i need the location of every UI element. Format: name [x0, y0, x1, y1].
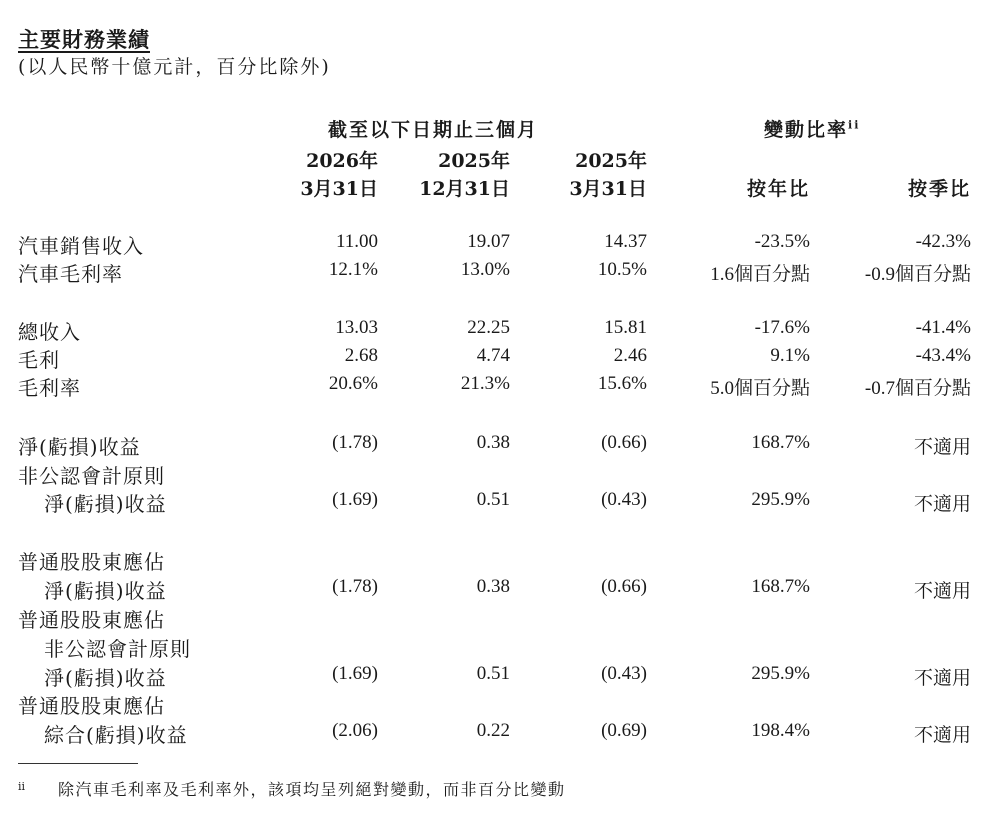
cell-yoy: 5.0個百分點	[710, 378, 810, 399]
row-label-non-gaap-net: 淨(虧損)收益	[44, 492, 167, 516]
cell-value: (0.66)	[601, 432, 647, 453]
row-label-net-income: 淨(虧損)收益	[18, 435, 141, 459]
cell-yoy: 9.1%	[770, 345, 810, 366]
row-label-gross-margin: 毛利率	[18, 376, 81, 400]
cell-qoq: 不適用	[913, 581, 971, 602]
cell-qoq: 不適用	[913, 494, 971, 515]
period-group-header: 截至以下日期止三個月	[328, 119, 539, 141]
cell-value: (0.66)	[601, 576, 647, 597]
cell-value: (0.69)	[601, 720, 647, 741]
cell-value: 10.5%	[597, 259, 647, 280]
row-label-attributable-net: 淨(虧損)收益	[44, 579, 167, 603]
cell-value: 22.25	[467, 317, 510, 338]
cell-value: 13.0%	[460, 259, 510, 280]
cell-yoy: -17.6%	[754, 317, 810, 338]
cell-value: 11.00	[335, 231, 378, 252]
row-label-attributable-2: 普通股股東應佔	[18, 608, 165, 632]
cell-value: (1.78)	[332, 432, 378, 453]
cell-value: 15.6%	[597, 373, 647, 394]
col3-year: 2025年	[575, 150, 647, 172]
cell-yoy: 168.7%	[751, 576, 810, 597]
cell-yoy: 198.4%	[751, 720, 810, 741]
cell-qoq: 不適用	[913, 725, 971, 746]
row-label-attributable-non-gaap-net: 淨(虧損)收益	[44, 666, 167, 690]
footnote-ref: ii	[848, 118, 861, 132]
cell-value: 4.74	[476, 345, 510, 366]
cell-value: 0.51	[476, 663, 510, 684]
footnote-text: 除汽車毛利率及毛利率外，該項均呈列絕對變動，而非百分比變動	[58, 780, 566, 799]
cell-value: (1.69)	[332, 489, 378, 510]
cell-qoq: 不適用	[913, 437, 971, 458]
cell-yoy: 168.7%	[751, 432, 810, 453]
footnote-mark: ii	[18, 780, 26, 793]
row-label-attributable: 普通股股東應佔	[18, 550, 165, 574]
cell-yoy: 295.9%	[751, 489, 810, 510]
row-label-attributable-non-gaap: 非公認會計原則	[44, 637, 191, 661]
footnote-divider	[18, 763, 138, 764]
cell-yoy: 1.6個百分點	[710, 264, 810, 285]
row-label-non-gaap: 非公認會計原則	[18, 464, 165, 488]
cell-yoy: -23.5%	[754, 231, 810, 252]
cell-value: 0.22	[476, 720, 510, 741]
cell-value: 2.68	[344, 345, 378, 366]
row-label-attributable-3: 普通股股東應佔	[18, 694, 165, 718]
cell-value: (2.06)	[332, 720, 378, 741]
cell-value: 0.38	[476, 432, 510, 453]
unit-subtitle: (以人民幣十億元計，百分比除外)	[18, 56, 331, 78]
cell-value: 15.81	[604, 317, 647, 338]
col3-date: 3月31日	[569, 178, 647, 200]
col1-date: 3月31日	[300, 178, 378, 200]
cell-qoq: -41.4%	[915, 317, 971, 338]
cell-value: (1.78)	[332, 576, 378, 597]
cell-value: 0.51	[476, 489, 510, 510]
cell-value: 21.3%	[460, 373, 510, 394]
cell-qoq: -43.4%	[915, 345, 971, 366]
cell-yoy: 295.9%	[751, 663, 810, 684]
cell-value: (0.43)	[601, 489, 647, 510]
qoq-header: 按季比	[907, 178, 971, 200]
cell-qoq: -0.9個百分點	[864, 264, 971, 285]
cell-value: 14.37	[604, 231, 647, 252]
cell-value: (1.69)	[332, 663, 378, 684]
row-label-vehicle-sales: 汽車銷售收入	[18, 234, 144, 258]
cell-qoq: 不適用	[913, 668, 971, 689]
col2-year: 2025年	[438, 150, 510, 172]
cell-qoq: -42.3%	[915, 231, 971, 252]
row-label-comprehensive: 綜合(虧損)收益	[44, 723, 188, 747]
cell-value: (0.43)	[601, 663, 647, 684]
change-group-header: 變動比率$^{ii}$	[764, 118, 861, 141]
col1-year: 2026年	[306, 150, 378, 172]
cell-value: 2.46	[613, 345, 647, 366]
yoy-header: 按年比	[746, 178, 810, 200]
cell-qoq: -0.7個百分點	[864, 378, 971, 399]
cell-value: 0.38	[476, 576, 510, 597]
row-label-vehicle-margin: 汽車毛利率	[18, 262, 123, 286]
cell-value: 12.1%	[328, 259, 378, 280]
row-label-total-revenue: 總收入	[18, 320, 81, 344]
row-label-gross-profit: 毛利	[18, 348, 60, 372]
col2-date: 12月31日	[419, 178, 510, 200]
cell-value: 20.6%	[328, 373, 378, 394]
cell-value: 19.07	[467, 231, 510, 252]
section-title: 主要財務業績	[18, 27, 150, 52]
cell-value: 13.03	[335, 317, 378, 338]
